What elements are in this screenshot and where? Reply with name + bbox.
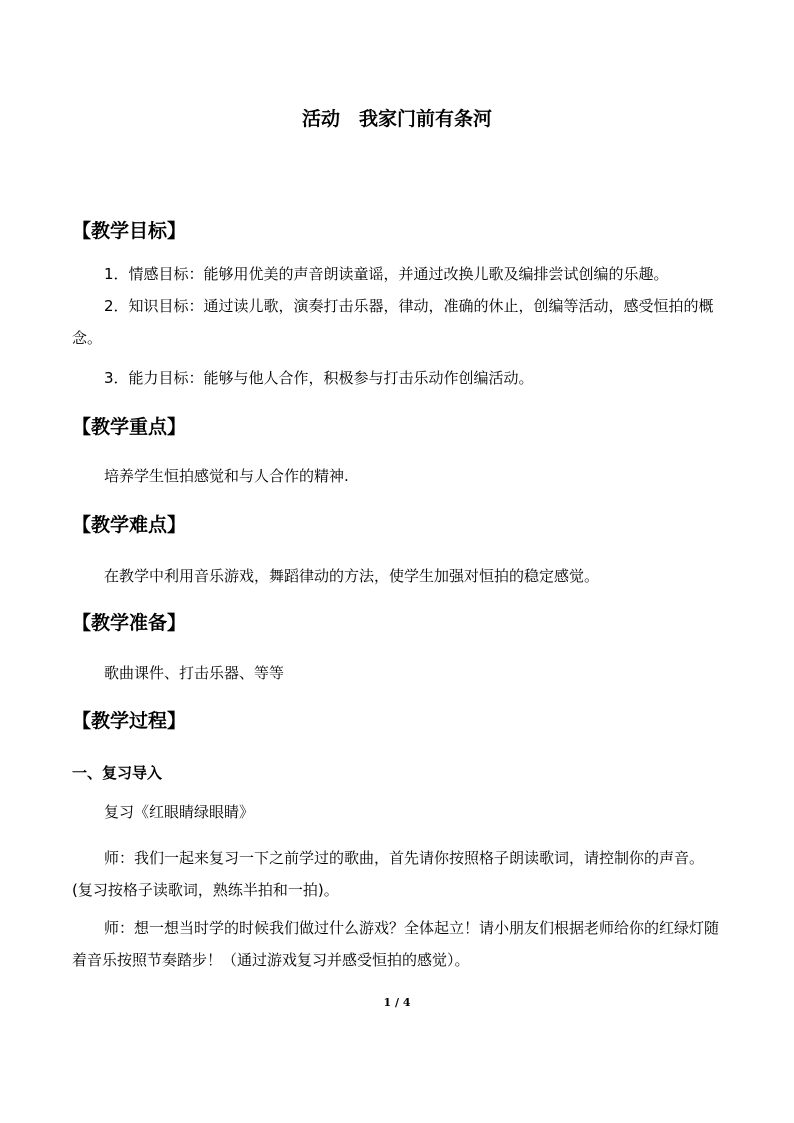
section-heading-process: 【教学过程】 [72,710,187,732]
process-paragraph-3: 师：想一想当时学的时候我们做过什么游戏？全体起立！请小朋友们根据老师给你的红绿灯随着音乐按照节奏踏步！（通过游戏复习并感受恒拍的感觉）。 [72,919,720,969]
page-number: 1 / 4 [383,996,411,1009]
difficulties-text: 在教学中利用音乐游戏，舞蹈律动的方法，使学生加强对恒拍的稳定感觉。 [104,567,600,585]
section-heading-preparation: 【教学准备】 [72,612,187,634]
process-paragraph-2: 师：我们一起来复习一下之前学过的歌曲，首先请你按照格子朗读歌词，请控制你的声音。(复习按格子读歌词，熟练半拍和一拍)。 [72,849,705,899]
section-heading-key-points: 【教学重点】 [72,416,187,438]
section-heading-difficulties: 【教学难点】 [72,514,187,536]
process-part1-title: 一、复习导入 [72,764,163,782]
objective-item-3: 3．能力目标：能够与他人合作，积极参与打击乐动作创编活动。 [104,369,534,387]
objective-item-1: 1．情感目标：能够用优美的声音朗读童谣，并通过改换儿歌及编排尝试创编的乐趣。 [104,265,669,283]
key-points-text: 培养学生恒拍感觉和与人合作的精神. [104,467,349,485]
page-title: 活动 我家门前有条河 [301,108,492,130]
section-heading-objectives: 【教学目标】 [72,220,187,242]
preparation-text: 歌曲课件、打击乐器、等等 [104,664,285,682]
process-paragraph-1: 复习《红眼睛绿眼睛》 [104,803,255,821]
objective-item-2: 2．知识目标：通过读儿歌，演奏打击乐器，律动，准确的休止，创编等活动，感受恒拍的概念。 [72,297,714,347]
